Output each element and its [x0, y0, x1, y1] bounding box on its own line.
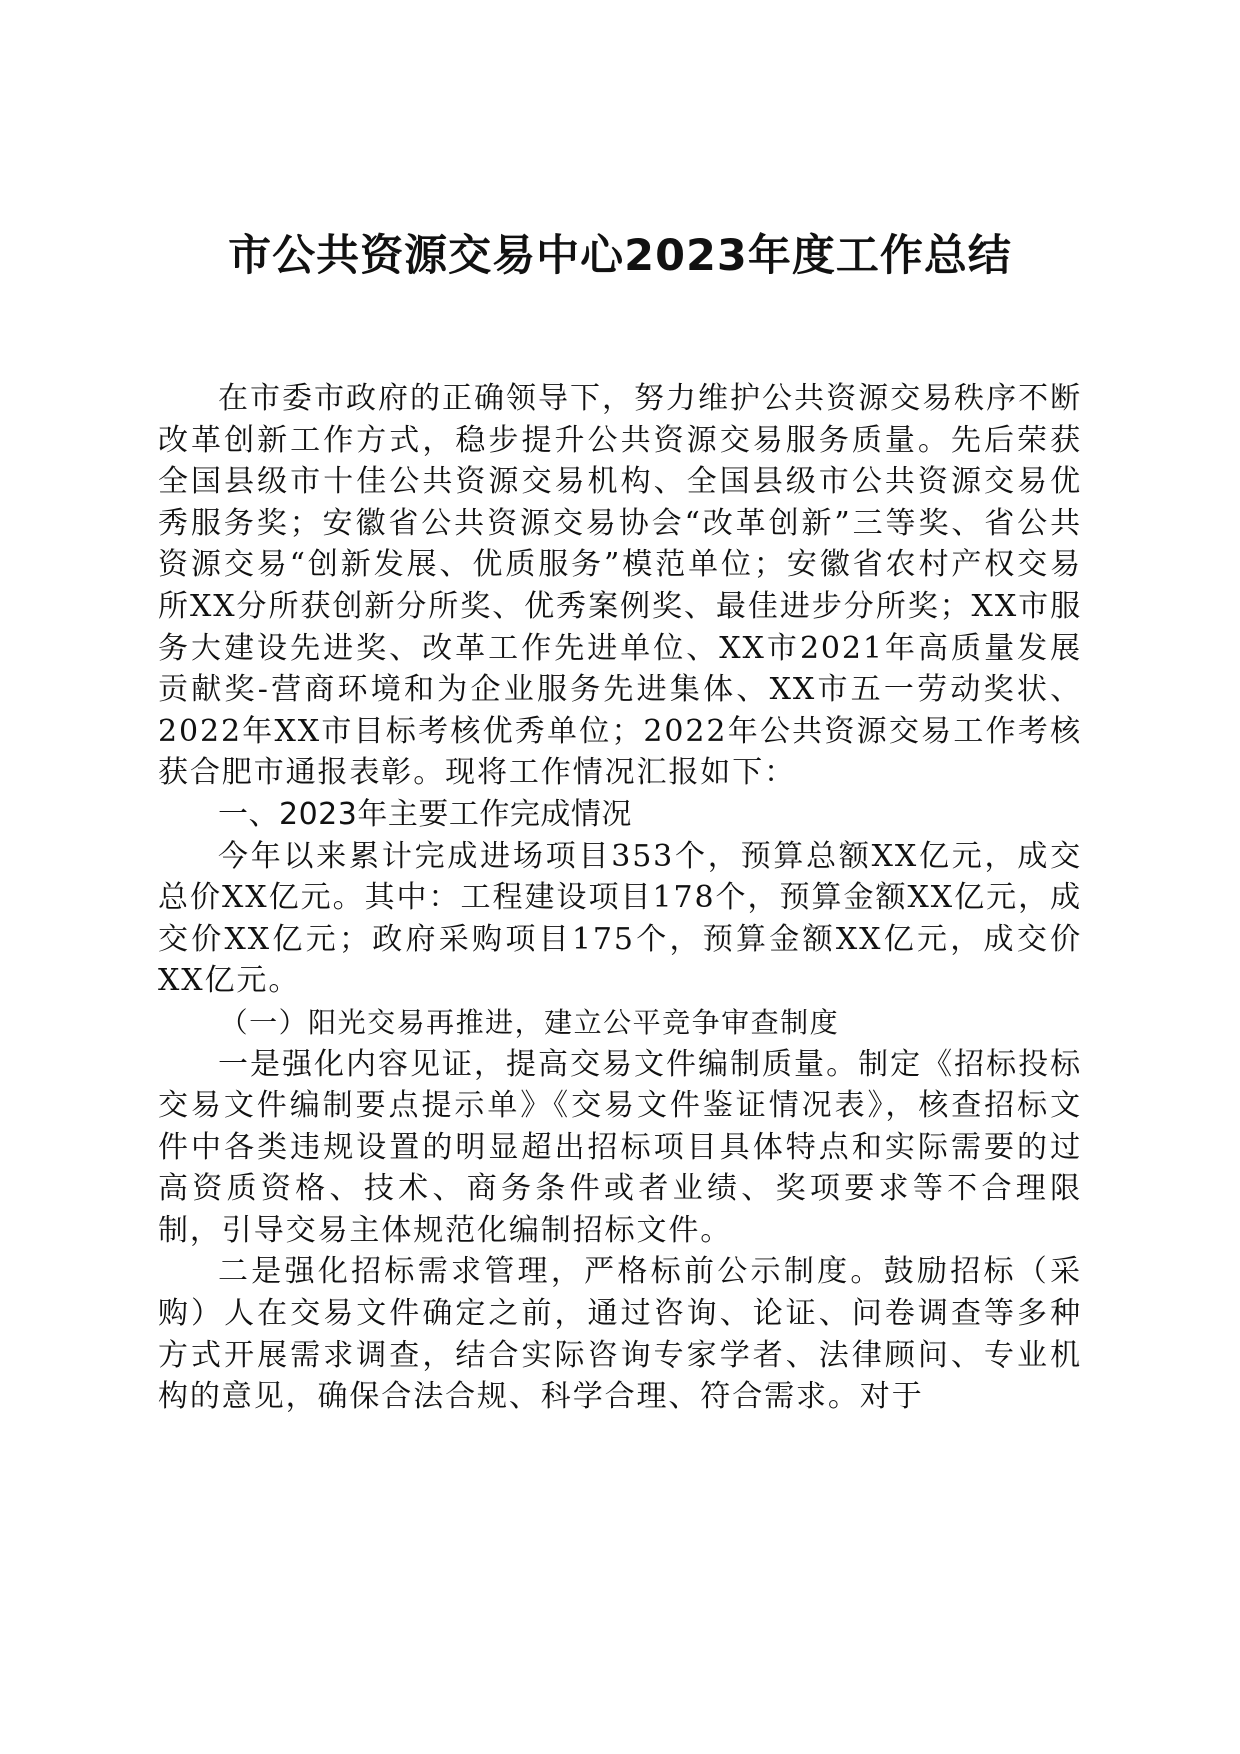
intro-paragraph: 在市委市政府的正确领导下，努力维护公共资源交易秩序不断改革创新工作方式，稳步提升公共资源交易服务质量。先后荣获全国县级市十佳公共资源交易机构、全国县级市公共资源交易优秀服务奖；安徽省公共资源交易协会“改革创新”三等奖、省公共资源交易“创新发展、优质服务”模范单位；安徽省农村产权交易所XX分所获创新分所奖、优秀案例奖、最佳进步分所奖；XX市服务大建设先进奖、改革工作先进单位、XX市2021年高质量发展贡献奖-营商环境和为企业服务先进集体、XX市五一劳动奖状、2022年XX市目标考核优秀单位；2022年公共资源交易工作考核获合肥市通报表彰。现将工作情况汇报如下： — [158, 381, 1082, 791]
point-two-paragraph: 二是强化招标需求管理，严格标前公示制度。鼓励招标（采购）人在交易文件确定之前，通过咨询、论证、问卷调查等多种方式开展需求调查，结合实际咨询专家学者、法律顾问、专业机构的意见，确保合法合规、科学合理、符合需求。对于 — [158, 1254, 1082, 1415]
document-body — [158, 378, 1082, 1418]
subsection-heading: （一）阳光交易再推进，建立公平竞争审查制度 — [219, 1005, 840, 1039]
section-heading: 一、2023年主要工作完成情况 — [218, 796, 632, 832]
summary-paragraph: 今年以来累计完成进场项目353个，预算总额XX亿元，成交总价XX亿元。其中：工程建设项目178个，预算金额XX亿元，成交价XX亿元；政府采购项目175个，预算金额XX亿元，成交价XX亿元。 — [158, 838, 1082, 999]
document-title: 市公共资源交易中心2023年度工作总结 — [228, 231, 1012, 281]
point-one-paragraph: 一是强化内容见证，提高交易文件编制质量。制定《招标投标交易文件编制要点提示单》《交易文件鉴证情况表》，核查招标文件中各类违规设置的明显超出招标项目具体特点和实际需要的过高资质资格、技术、商务条件或者业绩、奖项要求等不合理限制，引导交易主体规范化编制招标文件。 — [158, 1046, 1082, 1248]
